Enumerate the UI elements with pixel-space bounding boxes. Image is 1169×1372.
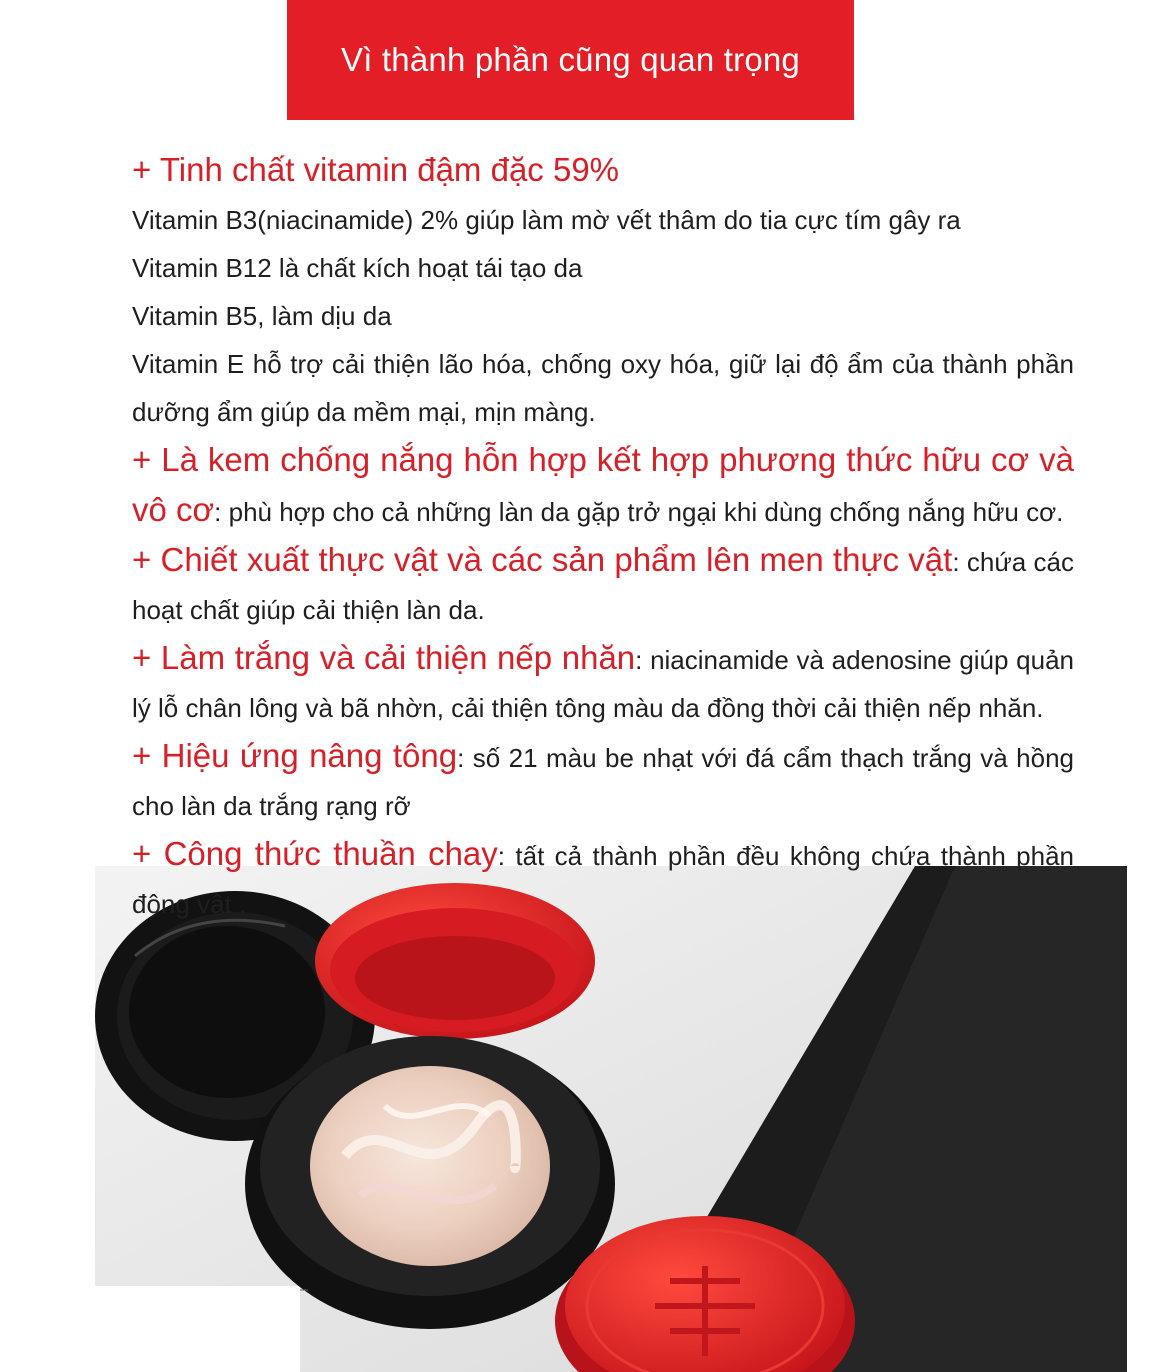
section-sunscreen — [132, 436, 1074, 536]
section-whitening-text: : niacinamide và adenosine giúp quản lý lỗ chân lông và bã nhờn, cải thiện tông màu da đồng thời cải thiện nếp nhăn. — [132, 645, 1074, 723]
section-vegan-heading: + Công thức thuần chay — [132, 835, 498, 872]
section-tone-up-heading: + Hiệu ứng nâng tông — [132, 737, 458, 774]
section-plant-extract-heading: + Chiết xuất thực vật và các sản phẩm lên men thực vật — [132, 541, 953, 578]
section-tone-up — [132, 732, 1074, 830]
vitamin-b12-line: Vitamin B12 là chất kích hoạt tái tạo da — [132, 253, 583, 283]
product-photo — [95, 866, 1127, 1372]
vitamin-e-line: Vitamin E hỗ trợ cải thiện lão hóa, chống oxy hóa, giữ lại độ ẩm của thành phần dưỡng ẩm giúp da mềm mại, mịn màng. — [132, 349, 1074, 427]
vitamin-b5-line: Vitamin B5, làm dịu da — [132, 301, 392, 331]
ingredient-list — [132, 144, 1074, 928]
section-whitening-heading: + Làm trắng và cải thiện nếp nhăn — [132, 639, 636, 676]
section-vitamin-heading: + Tinh chất vitamin đậm đặc 59% — [132, 151, 620, 188]
section-tone-up-text: : số 21 màu be nhạt với đá cẩm thạch trắng và hồng cho làn da trắng rạng rỡ — [132, 743, 1074, 821]
section-plant-extract — [132, 536, 1074, 634]
section-sunscreen-heading: + Là kem chống nắng hỗn hợp kết hợp phương thức hữu cơ và vô cơ — [132, 441, 1074, 528]
vitamin-b3-line: Vitamin B3(niacinamide) 2% giúp làm mờ vết thâm do tia cực tím gây ra — [132, 205, 961, 235]
section-sunscreen-text: : phù hợp cho cả những làn da gặp trở ngại khi dùng chống nắng hữu cơ. — [214, 497, 1064, 527]
banner-title: Vì thành phần cũng quan trọng — [340, 41, 800, 78]
section-vegan — [132, 830, 1074, 928]
section-whitening — [132, 634, 1074, 732]
title-banner — [287, 0, 854, 120]
section-vegan-text: : tất cả thành phần đều không chứa thành phần động vật . — [132, 841, 1074, 919]
section-plant-extract-text: : chứa các hoạt chất giúp cải thiện làn da. — [132, 547, 1074, 625]
